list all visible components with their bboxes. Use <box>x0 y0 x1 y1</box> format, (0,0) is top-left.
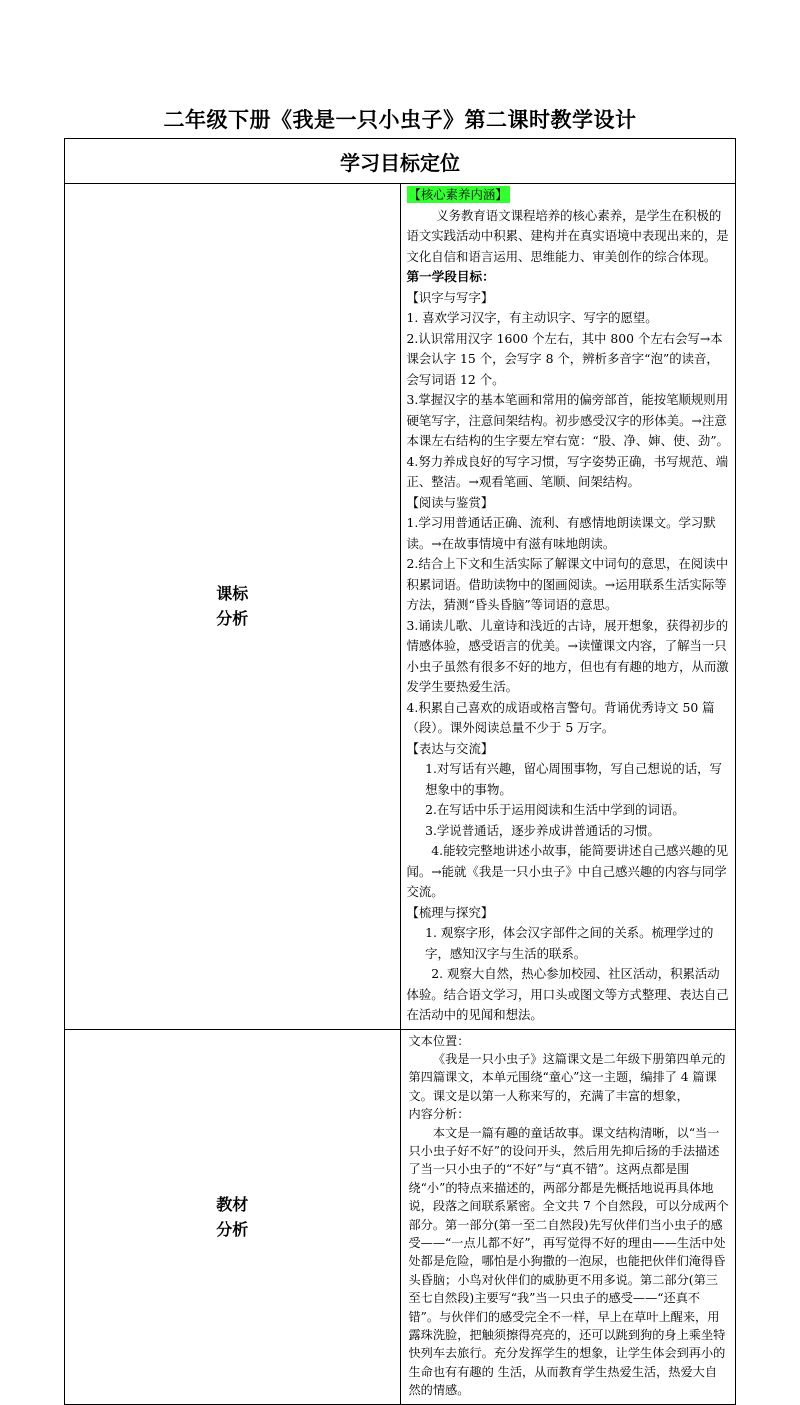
textbook-analysis-content <box>400 1029 736 1404</box>
curriculum-analysis-row <box>65 184 736 1030</box>
list-item: 4.努力养成良好的写字习惯，写字姿势正确，书写规范、端正、整洁。→观看笔画、笔顺、间架结构。 <box>406 453 729 489</box>
list-item: 3.掌握汉字的基本笔画和常用的偏旁部首，能按笔顺规则用硬笔写字，注意间架结构。初步感受汉字的形体美。→注意本课左右结构的生字要左窄右宽：“股、净、婶、使、劲”。 <box>406 392 729 448</box>
subsection-title: 【识字与写字】 <box>406 289 494 305</box>
table-heading-row <box>65 139 736 184</box>
list-item: 1. 喜欢学习汉字，有主动识字、写字的愿望。 <box>406 310 658 325</box>
core-literacy-text: 义务教育语文课程培养的核心素养，是学生在积极的语文实践活动中积累、建构并在真实语境中表现出来的，是文化自信和语言运用、思维能力、审美创作的综合体现。 <box>406 207 729 264</box>
subsection-title: 【表达与交流】 <box>406 740 494 756</box>
lesson-plan-table <box>64 138 736 1405</box>
list-item: 1. 观察字形，体会汉字部件之间的关系。梳理学过的字，感知汉字与生活的联系。 <box>425 925 714 961</box>
curriculum-analysis-label <box>65 184 401 1030</box>
list-item: 3.学说普通话，逐步养成讲普通话的习惯。 <box>425 822 660 838</box>
list-item: 2.在写话中乐于运用阅读和生活中学到的词语。 <box>425 802 685 817</box>
subsection-title: 【阅读与鉴赏】 <box>406 494 494 510</box>
list-item: 1.对写话有兴趣，留心周围事物，写自己想说的话，写想象中的事物。 <box>425 761 722 797</box>
text-position-title: 文本位置： <box>408 1033 470 1048</box>
list-item: 4.能较完整地讲述小故事，能简要讲述自己感兴趣的见闻。→能就《我是一只小虫子》中自己感兴趣的内容与同学交流。 <box>406 843 729 899</box>
label-line: 分析 <box>216 609 249 629</box>
document-title: 二年级下册《我是一只小虫子》第二课时教学设计 <box>163 108 637 132</box>
content-analysis-title: 内容分析： <box>408 1107 470 1122</box>
list-item: 2. 观察大自然，热心参加校园、社区活动，积累活动体验。结合语文学习，用口头或图文等方式整理、表达自己在活动中的见闻和想法。 <box>406 966 729 1022</box>
text-position-body: 《我是一只小虫子》这篇课文是二年级下册第四单元的第四篇课文，本单元围绕“童心”这一主题，编排了 4 篇课文。课文是以第一人称来写的，充满了丰富的想象， <box>408 1051 726 1103</box>
list-item: 2.结合上下文和生活实际了解课文中词句的意思，在阅读中积累词语。借助读物中的图画阅读。→运用联系生活实际等方法，猜测“昏头昏脑”等词语的意思。 <box>406 556 729 612</box>
list-item: 1.学习用普通话正确、流利、有感情地朗读课文。学习默读。→在故事情境中有滋有味地朗读。 <box>406 515 716 551</box>
curriculum-analysis-content <box>400 184 736 1030</box>
label-line: 课标 <box>216 584 249 604</box>
subsection-title: 【梳理与探究】 <box>406 904 494 920</box>
content-analysis-body: 本文是一篇有趣的童话故事。课文结构清晰，以“当一只小虫子好不好”的设问开头，然后用先抑后扬的手法描述了当一只小虫子的“不好”与“真不错”。这两点都是围绕“小”的特点来描述的，两部分都是先概括地说再具体地说，段落之间联系紧密。全文共 7 个自然段，可以分成两个部分。第一部分(第一至二自然段)先写伙伴们当小虫子的感受——“一点儿都不好”，再写觉得不好的理由——生活中处处都是危险，哪怕是小狗撒的一泡尿，也能把伙伴们淹得昏头昏脑；小鸟对伙伴们的威胁更不用多说。第二部分(第三至七自然段)主要写“我”当一只虫子的感受——“还真不错”。与伙伴们的感受完全不一样，早上在草叶上醒来，用露珠洗脸，把触须擦得亮亮的，还可以跳到狗的身上乘坐特快列车去旅行。充分发挥学生的想象，让学生体会到再小的生命也有有趣的 生活，从而教育学生热爱生活，热爱大自然的情感。 <box>408 1125 729 1398</box>
list-item: 3.诵读儿歌、儿童诗和浅近的古诗，展开想象，获得初步的情感体验，感受语言的优美。→读懂课文内容，了解当一只小虫子虽然有很多不好的地方，但也有有趣的地方，从而激发学生要热爱生活。 <box>406 617 729 694</box>
stage-goal-heading: 第一学段目标： <box>406 269 495 284</box>
list-item: 2.认识常用汉字 1600 个左右，其中 800 个左右会写→本课会认字 15 个，会写字 8 个，辨析多音字“泡”的读音，会写词语 12 个。 <box>406 330 723 387</box>
core-literacy-tag: 【核心素养内涵】 <box>408 187 508 202</box>
textbook-analysis-row <box>65 1029 736 1404</box>
label-line: 分析 <box>216 1219 249 1239</box>
textbook-analysis-label <box>65 1029 401 1404</box>
label-line: 教材 <box>216 1194 249 1214</box>
list-item: 4.积累自己喜欢的成语或格言警句。背诵优秀诗文 50 篇（段）。课外阅读总量不少于 5 万字。 <box>406 699 715 735</box>
table-heading: 学习目标定位 <box>65 139 736 184</box>
